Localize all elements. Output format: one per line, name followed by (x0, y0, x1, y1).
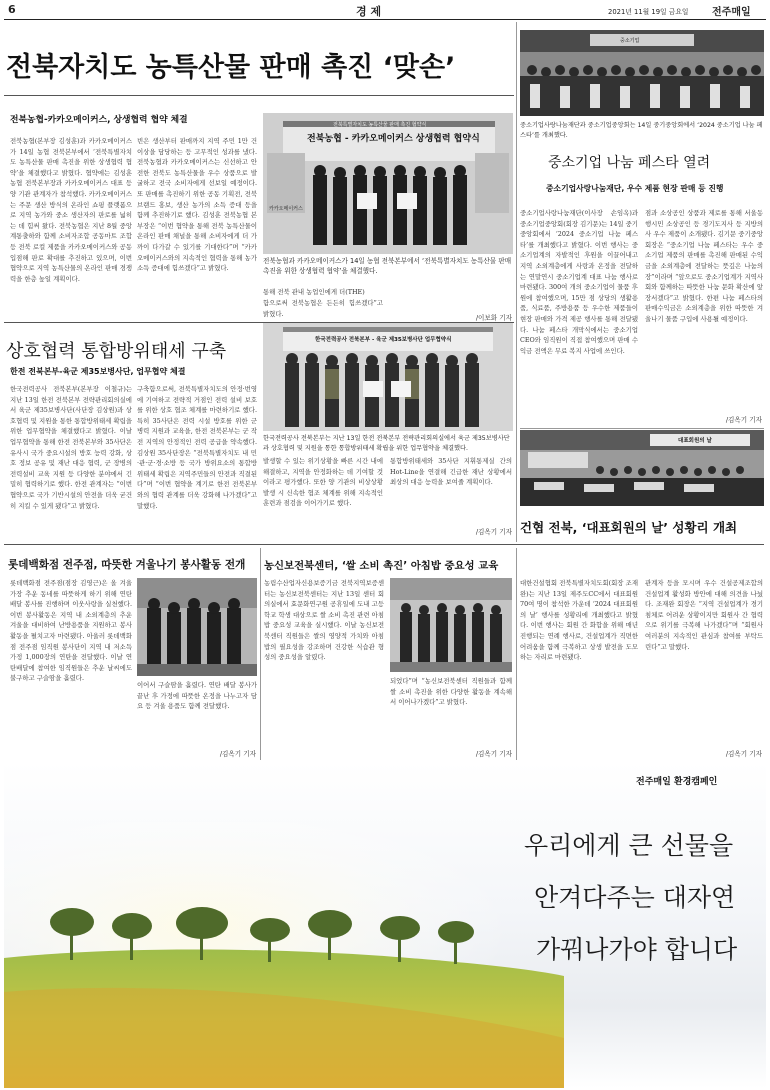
article1-photo-caption: 전북농협과 카카오메이커스가 14일 농협 전북본부에서 ‘전북특별자치도 농특산물 판매 촉진을 위한 상생협력 협약’을 체결했다. (263, 257, 512, 275)
article5-headline: 농신보전북센터, ‘쌀 소비 촉진’ 아침밥 중요성 교육 (264, 560, 499, 572)
ad-campaign-title: 전주매일 환경캠페인 (636, 777, 718, 787)
article4-headline: 롯데백화점 전주점, 따뜻한 겨울나기 봉사활동 전개 (8, 559, 246, 571)
article4-body-col1: 롯데백화점 전주점(점장 김영근)은 올 겨울 가장 추운 동네를 따뜻하게 하기 위해 연탄 배달 봉사를 진행하며 이웃사랑을 실천했다. 이번 봉사활동은 지역 내 소외계층의 추운 겨울을 대비하여 난방용품을 지원하고 봉사 활동을 펼치고자 마련됐다. 아울러 롯데백화점 전주점 임직원 봉사단이 지역 내 저소득 가정 1,000장의 연탄을 전달했다. 이날 연탄배달에 참여한 임직원들은 추운 날씨에도 불구하고 구슬땀을 흘렸다. (10, 579, 132, 683)
article1-photo-banner-small: 전북특별자치도 농특산물 판매 촉진 협약식 (333, 122, 427, 128)
column-divider (516, 22, 517, 542)
section-title: 경 제 (356, 5, 382, 18)
article1-body-col1: 전북농협(본부장 김성훈)과 카카오메이커스가 14일 농협 전북본부에서 ‘전북특별자치도 농특산물 판매 촉진을 위한 상생협력 협약’을 체결했다고 밝혔다. 협약에는 김성훈 농협 전북본부장과 카카오메이커스 대표 등 양 기관 관계자가 참석했다. 카카오메이커스는 주문 생산 방식의 온라인 쇼핑 플랫폼으로 지역 농가와 중소 생산자의 판로를 넓히는 데 힘써 왔다. 전북농협은 지난 8월 중앙계통출하와 함께 소비자조합 공동마트 조합 등 전북 로컬 제품을 카카오메이커스와 공동 입점해 판로 확대를 추진하고 있으며, 이번 협약으로 지역 농특산물의 온라인 판매 경쟁력을 한층 높일 계획이다. (10, 137, 132, 283)
ad-line-3: 가꿔나가야 합니다 (536, 935, 738, 964)
article1-photo (263, 113, 513, 254)
article2-photo-caption: 중소기업사랑나눔재단과 중소기업중앙회는 14일 중기중앙회에서 ‘2024 중소기업 나눔 페스타’를 개최했다. (520, 122, 763, 139)
ad-line-2: 안겨다주는 대자연 (534, 883, 736, 912)
environment-campaign-ad (4, 762, 766, 1088)
article5-byline: /김옥기 기자 (475, 750, 512, 758)
article6-body-col1: 대한건설협회 전북특별자치도회(회장 조재완)는 지난 13일 제주도CC에서 대표회원 70여 명이 참석한 가운데 ‘2024 대표회원의 날’ 행사를 성황리에 개최했다고 밝혔다. 이번 행사는 회원 간 화합을 위해 매년 진행되는 연례 행사로, 건설업계가 직면한 어려움을 함께 극복하고 상생 발전을 도모하는 자리로 마련됐다. (520, 579, 638, 662)
article3-body-col4: 통합방위태세와 35사단 지휘통제실 간의 Hot-Line을 연결해 긴급한 재난 상황에서 최상의 대응 능력을 보여줄 계획이다. (390, 457, 512, 487)
article1-body-col3: 통해 전북 관내 농업인에게 더(THE) (263, 288, 365, 296)
article4-photo (137, 578, 257, 676)
article3-photo-banner: 한국전력공사 전북본부 - 육군 제35보병사단 업무협약식 (315, 337, 452, 343)
article2-subhead: 중소기업사랑나눔재단, 우수 제품 현장 판매 등 진행 (546, 184, 724, 193)
article3-body-col3: 발생할 수 있는 위기상황을 빠른 시간 내에 해결하고, 지역을 안정화하는 데 기여할 것이라고 평가했다. 또한 양 기관의 비상상황 발생 시 신속한 협조 체계를 위해 지속적인 훈련과 점검을 이어가기로 했다. (263, 457, 383, 508)
article6-photo (520, 430, 764, 506)
article4-body-col2: 이어서 구슬땀을 흘렸다. 연탄 배달 봉사가 끝난 후 가정에 따뜻한 온정을 나누고자 담요 등 겨울 용품도 함께 전달했다. (137, 681, 257, 711)
ad-line-1: 우리에게 큰 선물을 (524, 831, 734, 860)
article1-photo-banner: 전북농협 - 카카오메이커스 상생협력 협약식 (307, 134, 480, 144)
article6-photo-banner: 대표회원의 날 (678, 438, 712, 444)
article3-photo (263, 323, 513, 431)
article5-body-col2: 되었다”며 “농신보전북센터 직원들과 함께 쌀 소비 촉진을 위한 다양한 활동을 계속해서 이어나가겠다”고 밝혔다. (390, 677, 512, 707)
article6-top-rule (520, 428, 764, 429)
issue-date: 2021년 11월 19일 금요일 (608, 8, 689, 16)
article1-subhead: 전북농협-카카오메이커스, 상생협력 협약 체결 (10, 115, 188, 125)
page-number: 6 (8, 3, 16, 16)
article2-photo-banner: 중소기업 (620, 38, 640, 44)
article2-headline: 중소기업 나눔 페스타 열려 (548, 155, 711, 171)
lower-row-rule (4, 544, 764, 545)
paper-name: 전주매일 (712, 7, 751, 18)
article2-byline: /김옥기 기자 (725, 416, 762, 424)
article2-photo (520, 30, 764, 116)
article4-byline: /김옥기 기자 (219, 750, 256, 758)
header-rule (4, 19, 766, 20)
article2-body-col2: 점과 소상공인 상품과 제로를 통해 서울동행시민 소상공인 등 경기도지사 등 지방의 사 우수 제품이 소개됐다. 김기문 중기중앙회장은 “중소기업 나눔 페스타는 우수 중소기업 제품의 판매를 촉진해 판매된 수익금을 소외계층에 전달하는 뜻깊은 나눔의 장”이라며 “앞으로도 중소기업계가 지역사회와 함께하는 따뜻한 나눔 문화 확산에 앞장서겠다”고 밝혔다. 한편 나눔 페스타의 판매수익금은 소외계층을 위한 따뜻한 겨울나기 물품 구입에 사용될 예정이다. (645, 209, 763, 323)
article3-body-col1: 한국전력공사 전북본부(본부장 이철규)는 지난 13일 한전 전북본부 전략관리회의실에서 육군 제35보병사단(사단장 김상원)과 상호협력 및 지원을 통한 통합방위태세 확립을 위한 업무협약을 체결했다고 밝혔다. 이날 업무협약을 통해 한전 전북본부와 35사단은 유사시 국가 중요시설의 방호 능력 강화, 상호 정보 공유 및 재난 대응 협력, 군 장병의 전력설비 교육 지원 등 다양한 분야에서 긴밀히 협력하기로 했다. 한전 관계자는 “이번 협약으로 국가 기반시설의 안전을 더욱 굳건히 지킬 수 있게 됐다”고 밝혔다. (10, 385, 132, 510)
article1-body-col2: 빈은 생산부터 판매까지 지역 주민 1만 건 이상을 담당하는 등 고무적인 성과를 냈다. 전북농협과 카카오메이커스는 신선하고 안전한 전북도 농특산물을 우수 상품으로 발굴하고 전국 소비자에게 선보일 예정이다. 또 판매를 촉진하기 위한 공동 기획전, 전북 브랜드 홍보, 생산 농가의 소득 증대 등을 함께 추진하기로 했다. 김성훈 전북농협 본부장은 “이번 협약을 통해 전북 농특산물이 온라인 판매 채널을 통해 소비자에게 더 가까이 다가갈 수 있기를 기대한다”며 “카카오메이커스와의 지속적인 협력을 통해 농가 소득 증대에 힘쓰겠다”고 밝혔다. (137, 137, 257, 273)
article1-byline: /이보화 기자 (475, 314, 512, 322)
lower-divider-2 (516, 548, 517, 760)
article3-photo-caption: 한국전력공사 전북본부는 지난 13일 한전 전북본부 전략관리회의실에서 육군 제35보병사단과 상호협력 및 지원을 통한 통합방위태세 확립을 위한 업무협약을 체결했다. (263, 435, 510, 452)
article6-byline: /김옥기 기자 (725, 750, 762, 758)
article3-body-col2: 구축함으로써, 전북특별자치도의 안정·번영에 기여하고 전략적 거점인 전력 설비 보호를 위한 상호 협조 체계를 마련하기로 했다. 특히 35사단은 전력 시설 방호를 위한 군 병력 지원과 교육을, 한전 전북본부는 군 작전 지역의 안정적인 전력 공급을 약속했다. 김상원 35사단장은 “전북특별자치도 내 민·관·군·경·소방 등 국가 방위요소의 통합방위태세 확립은 지역주민들의 안전과 직결된다”며 “이번 협약을 계기로 한전 전북본부와의 협력 관계를 더욱 강화해 나가겠다”고 말했다. (137, 385, 257, 510)
article6-body-col2: 관계자 등을 모시며 우수 건설공제조합의 건설업계 활성화 방안에 대해 의견을 나눴다. 조재완 회장은 “지역 건설업계가 경기 침체로 어려운 상황이지만 회원사 간 협력으로 위기를 극복해 나가겠다”며 “회원사 여러분의 지속적인 관심과 참여를 부탁드린다”고 말했다. (645, 579, 763, 651)
article1-headline: 전북자치도 농특산물 판매 촉진 ‘맞손’ (6, 52, 456, 83)
article1-headline-rule (4, 95, 514, 96)
article1-photo-side-label: 카카오메이커스 (269, 206, 303, 212)
lower-divider-1 (260, 548, 261, 760)
article1-body-col4: 함으로써 전북농협은 든든히 힘쓰겠다”고 밝혔다. (263, 299, 383, 318)
article3-headline: 상호협력 통합방위태세 구축 (6, 341, 227, 362)
article6-headline: 건협 전북, ‘대표회원의 날’ 성황리 개최 (520, 520, 738, 535)
article3-subhead: 한전 전북본부-육군 제35보병사단, 업무협약 체결 (10, 367, 186, 376)
article2-body-col1: 중소기업사랑나눔재단(이사장 손임옥)과 중소기업중앙회(회장 김기문)는 14일 중기중앙회에서 ‘2024 중소기업 나눔 페스타’를 개최했다고 밝혔다. 이번 행사는 중소기업계의 자발적인 후원을 이끌어내고 지역 소외계층에게 사랑과 온정을 전달하는 연말연시 중소기업계 대표 나눔 행사로 마련됐다. 300여 개의 중소기업이 물품 후원에 참여했으며, 15만 점 상당의 생활용품, 식료품, 주방용품 등 우수한 제품들이 현장 판매와 가격 제공 행사를 통해 전달됐다. 나눔 페스타 개막식에서는 중소기업 CEO와 임직원이 직접 참여했으며 판매 수익금 전액은 무료 복지 사업에 쓰인다. (520, 209, 638, 355)
article5-body-col1: 농림수산업자신용보증기금 전북지역보증센터는 농신보전북센터는 지난 13일 센터 회의실에서 효문화연구원 공휴일에 도내 고등학교 학생 대상으로 쌀 소비 촉진 관련 아침밥 중요성 교육을 실시했다. 이날 농신보전북센터 직원들은 쌀의 영양적 가치와 아침밥의 필요성을 강조하며 건강한 식습관 형성의 중요성을 알렸다. (264, 579, 384, 662)
article5-photo (390, 578, 512, 672)
article3-byline: /김옥기 기자 (475, 528, 512, 536)
